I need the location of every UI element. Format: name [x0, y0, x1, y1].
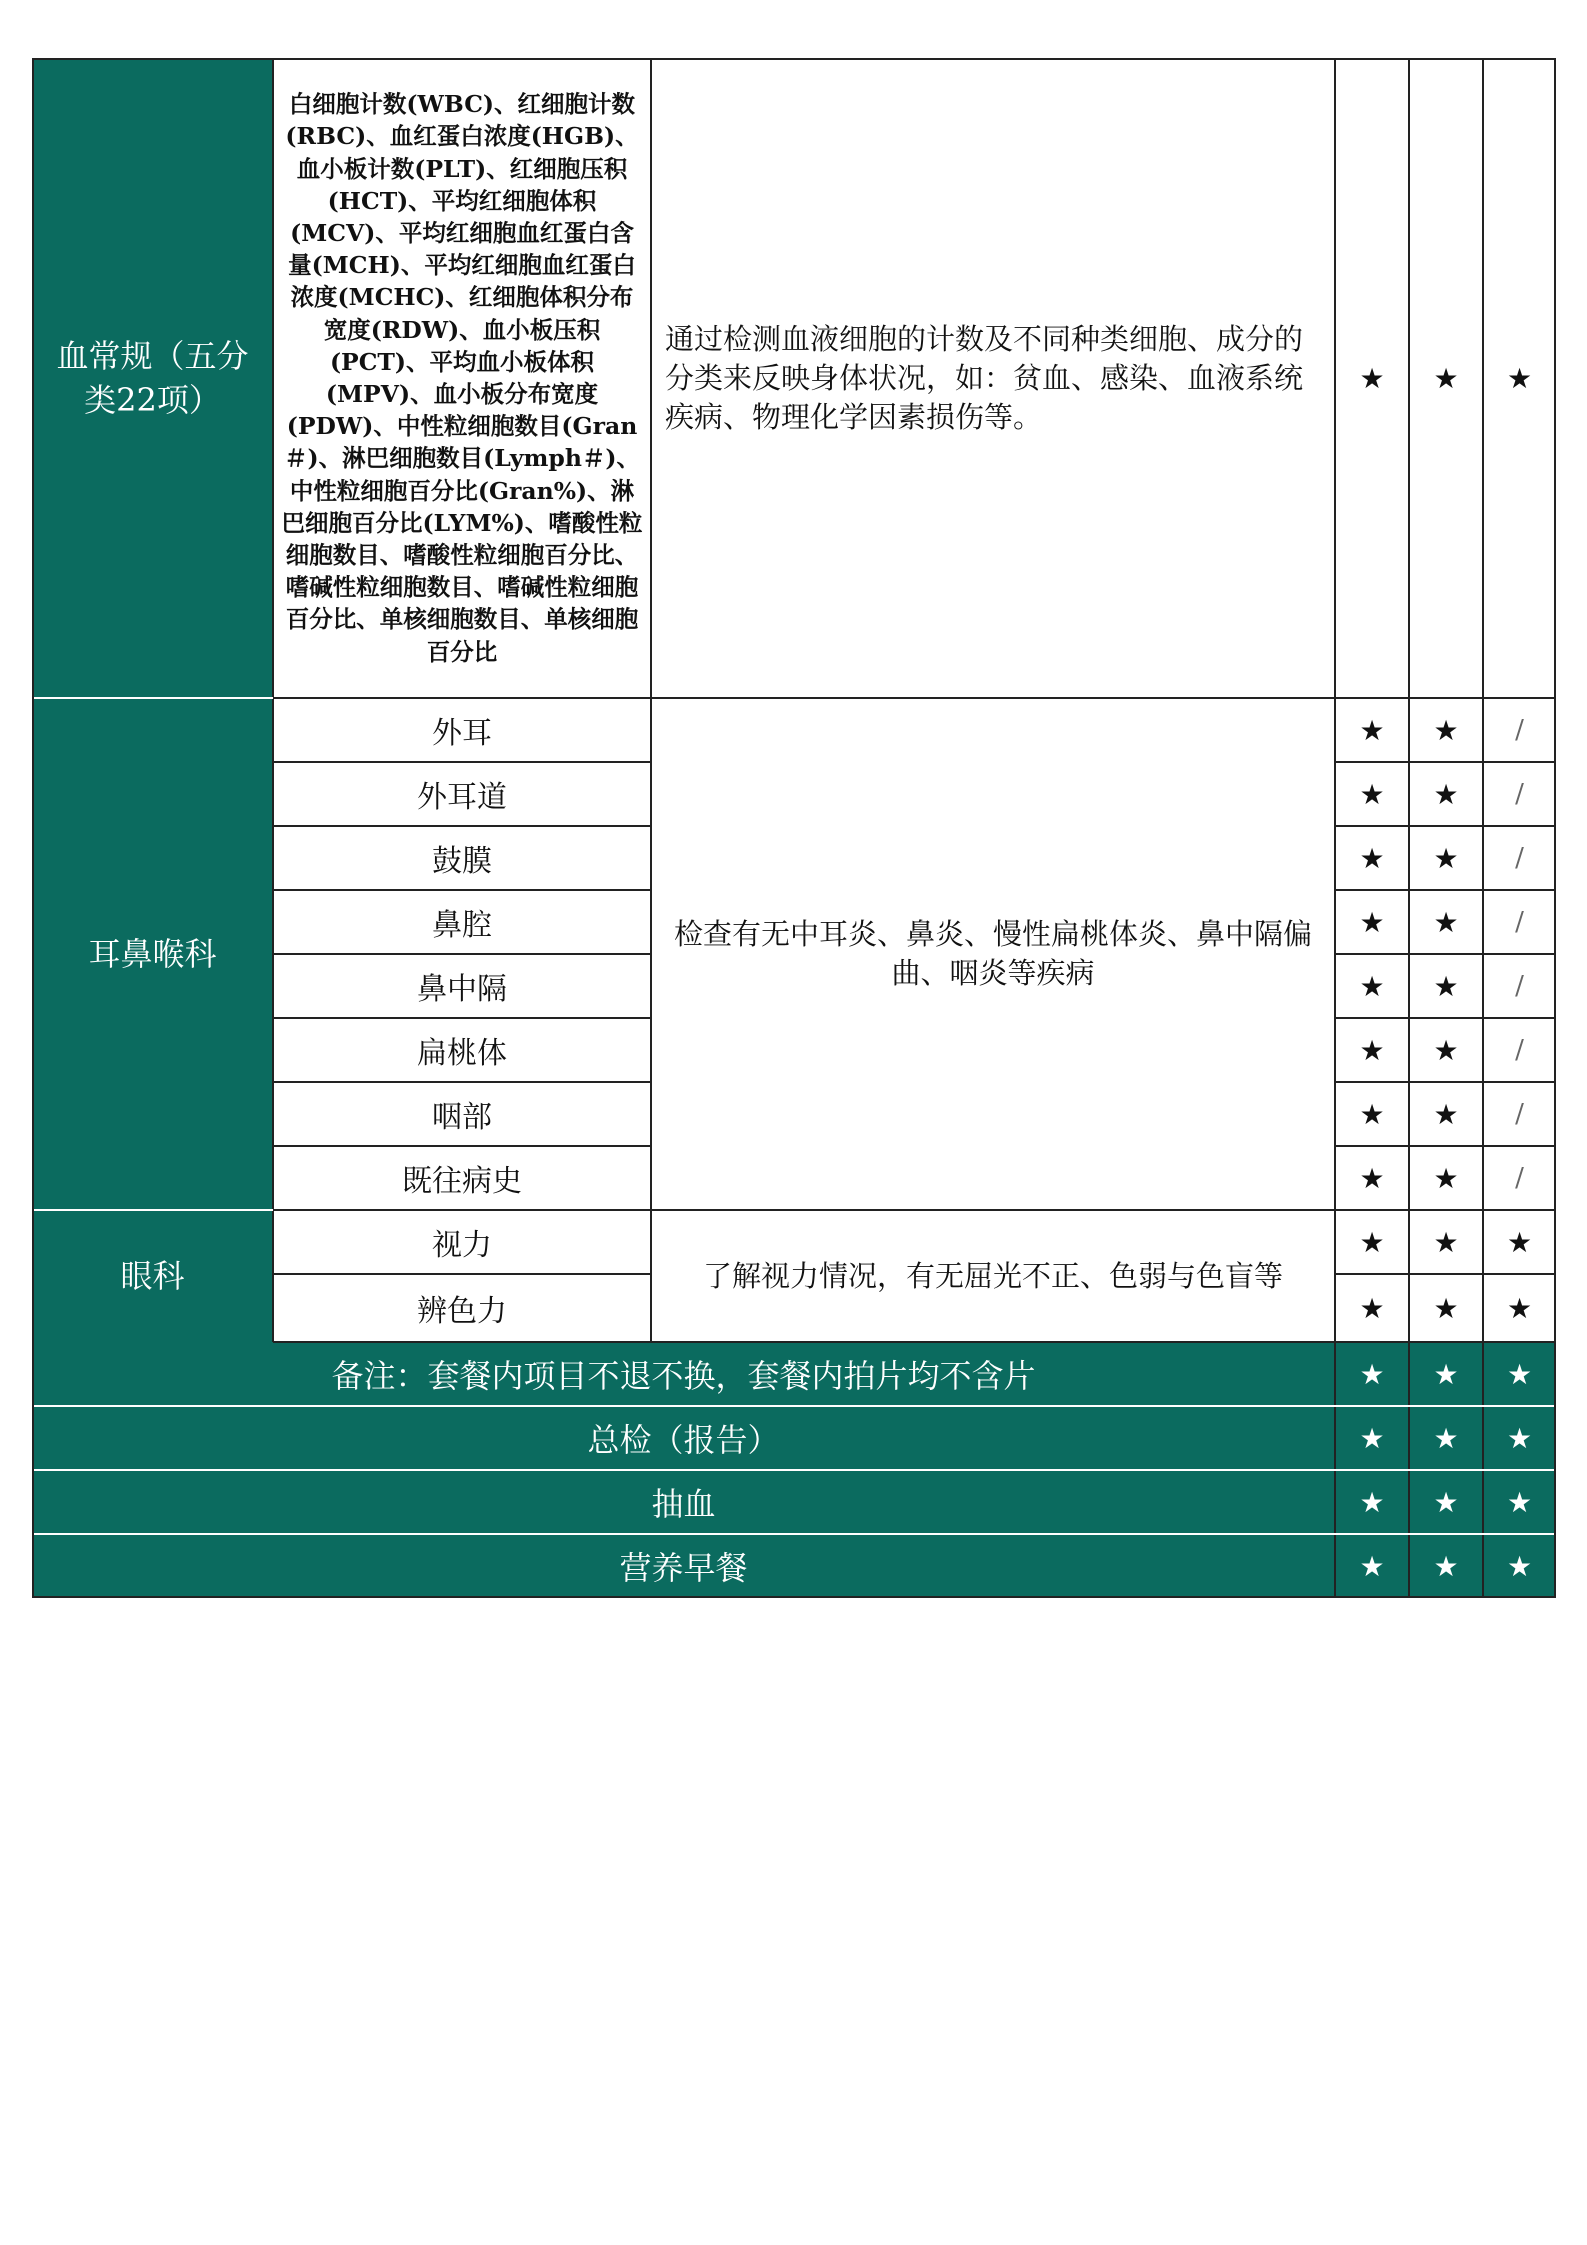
ent-item: 咽部 [273, 1082, 651, 1146]
category-eye [32, 1210, 273, 1342]
grid-line [1335, 1533, 1556, 1535]
grid-line [273, 825, 651, 827]
ent-mark: / [1483, 954, 1556, 1018]
footer-mark: ★ [1483, 1534, 1556, 1598]
ent-item: 扁桃体 [273, 1018, 651, 1082]
grid-line [273, 1145, 651, 1147]
ent-mark: ★ [1409, 762, 1483, 826]
ent-mark: / [1483, 1018, 1556, 1082]
grid-line [273, 1209, 1556, 1211]
grid-line [1335, 1469, 1556, 1471]
footer-mark: ★ [1409, 1534, 1483, 1598]
eye-mark: ★ [1483, 1274, 1556, 1342]
grid-line [1335, 1145, 1556, 1147]
ent-mark: ★ [1409, 1146, 1483, 1210]
ent-item: 鼓膜 [273, 826, 651, 890]
footer-mark: ★ [1335, 1534, 1409, 1598]
grid-line [1334, 58, 1336, 1598]
eye-item: 辨色力 [273, 1274, 651, 1342]
footer-mark: ★ [1483, 1470, 1556, 1534]
ent-item: 外耳 [273, 698, 651, 762]
grid-line [32, 697, 273, 699]
footer-mark: ★ [1335, 1342, 1409, 1406]
blood-routine-items: 白细胞计数(WBC)、红细胞计数(RBC)、血红蛋白浓度(HGB)、血小板计数(PLT)、红细胞压积(HCT)、平均红细胞体积(MCV)、平均红细胞血红蛋白含量(MCH)、平均红细胞血红蛋白浓度(MCHC)、红细胞体积分布宽度(RDW)、血小板压积(PCT)、平均血小板体积(MPV)、血小板分布宽度(PDW)、中性粒细胞数目(Gran＃)、淋巴细胞数目(Lymph＃)、中性粒细胞百分比(Gran%)、淋巴细胞百分比(LYM%)、嗜酸性粒细胞数目、嗜酸性粒细胞百分比、嗜碱性粒细胞数目、嗜碱性粒细胞百分比、单核细胞数目、单核细胞百分比 [273, 58, 651, 698]
grid-line [32, 1533, 1335, 1535]
ent-description: 检查有无中耳炎、鼻炎、慢性扁桃体炎、鼻中隔偏曲、咽炎等疾病 [651, 698, 1335, 1210]
eye-item: 视力 [273, 1210, 651, 1274]
ent-mark: ★ [1335, 1146, 1409, 1210]
ent-mark: / [1483, 698, 1556, 762]
ent-mark: ★ [1409, 826, 1483, 890]
ent-item: 既往病史 [273, 1146, 651, 1210]
footer-mark: ★ [1409, 1406, 1483, 1470]
category-ent [32, 698, 273, 1210]
grid-line [1335, 761, 1556, 763]
ent-mark: / [1483, 1082, 1556, 1146]
ent-mark: ★ [1409, 890, 1483, 954]
grid-line [1335, 1405, 1556, 1407]
eye-mark: ★ [1409, 1210, 1483, 1274]
footer-mark: ★ [1483, 1342, 1556, 1406]
grid-line [273, 761, 651, 763]
ent-mark: ★ [1335, 762, 1409, 826]
footer-label-breakfast: 营养早餐 [32, 1534, 1335, 1598]
ent-mark: ★ [1409, 698, 1483, 762]
footer-mark: ★ [1335, 1470, 1409, 1534]
eye-mark: ★ [1335, 1274, 1409, 1342]
ent-mark: ★ [1335, 954, 1409, 1018]
ent-item: 鼻腔 [273, 890, 651, 954]
blood-routine-mark-3: ★ [1483, 58, 1556, 698]
blood-routine-mark-2: ★ [1409, 58, 1483, 698]
category-ent-label: 耳鼻喉科 [88, 935, 217, 973]
grid-line [1335, 1081, 1556, 1083]
grid-line [273, 1017, 651, 1019]
grid-line [273, 889, 651, 891]
ent-item: 鼻中隔 [273, 954, 651, 1018]
grid-line [273, 697, 1556, 699]
ent-mark: / [1483, 762, 1556, 826]
grid-line [273, 1273, 651, 1275]
category-blood-routine-label: 血常规（五分类22项） [56, 337, 249, 419]
grid-line [1482, 58, 1484, 1598]
ent-mark: ★ [1335, 1018, 1409, 1082]
package-table [32, 58, 1556, 1598]
footer-mark: ★ [1409, 1470, 1483, 1534]
grid-line [1335, 889, 1556, 891]
ent-mark: / [1483, 890, 1556, 954]
ent-mark: / [1483, 826, 1556, 890]
footer-label-blood-draw: 抽血 [32, 1470, 1335, 1534]
grid-line [272, 58, 274, 1342]
grid-line [1335, 1017, 1556, 1019]
eye-mark: ★ [1483, 1210, 1556, 1274]
ent-mark: ★ [1409, 954, 1483, 1018]
footer-mark: ★ [1335, 1406, 1409, 1470]
ent-item: 外耳道 [273, 762, 651, 826]
grid-line [1335, 1273, 1556, 1275]
ent-mark: / [1483, 1146, 1556, 1210]
category-eye-label: 眼科 [120, 1257, 185, 1295]
eye-description: 了解视力情况，有无屈光不正、色弱与色盲等 [651, 1210, 1335, 1342]
blood-routine-mark-1: ★ [1335, 58, 1409, 698]
grid-line [273, 1081, 651, 1083]
ent-mark: ★ [1409, 1082, 1483, 1146]
footer-label-note: 备注：套餐内项目不退不换，套餐内拍片均不含片 [32, 1342, 1335, 1406]
ent-mark: ★ [1335, 890, 1409, 954]
eye-mark: ★ [1335, 1210, 1409, 1274]
grid-line [273, 953, 651, 955]
category-blood-routine [32, 58, 273, 698]
ent-mark: ★ [1335, 698, 1409, 762]
grid-line [32, 1469, 1335, 1471]
grid-line [32, 1209, 273, 1211]
ent-mark: ★ [1335, 1082, 1409, 1146]
grid-line [273, 1341, 1556, 1343]
grid-line [1335, 953, 1556, 955]
grid-line [1408, 58, 1410, 1598]
grid-line [650, 58, 652, 1342]
footer-mark: ★ [1409, 1342, 1483, 1406]
grid-line [1335, 825, 1556, 827]
blood-routine-description: 通过检测血液细胞的计数及不同种类细胞、成分的分类来反映身体状况，如：贫血、感染、血液系统疾病、物理化学因素损伤等。 [651, 58, 1335, 698]
ent-mark: ★ [1409, 1018, 1483, 1082]
footer-label-report: 总检（报告） [32, 1406, 1335, 1470]
grid-line [32, 1405, 1335, 1407]
ent-mark: ★ [1335, 826, 1409, 890]
footer-mark: ★ [1483, 1406, 1556, 1470]
eye-mark: ★ [1409, 1274, 1483, 1342]
